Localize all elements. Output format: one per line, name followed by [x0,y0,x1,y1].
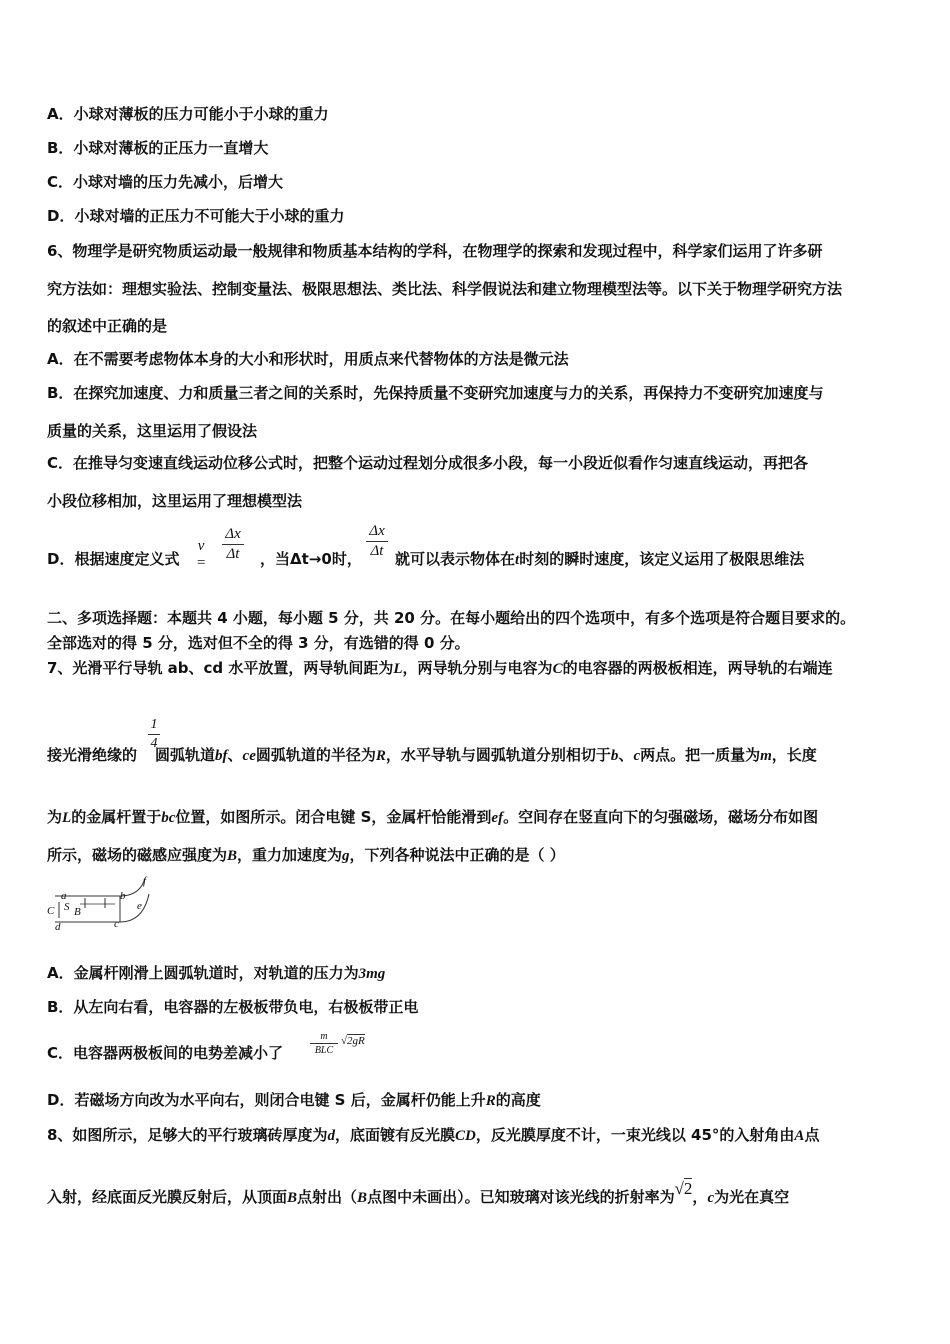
t1: 为 [47,808,63,826]
option-c-fraction [310,1031,338,1056]
q7-option-d [47,1089,541,1110]
A-symbol: A [794,1128,805,1144]
t1: 7、光滑平行导轨 ab、cd 水平放置，两导轨间距为 [47,659,394,677]
t2: 的金属杆置于 [71,808,162,826]
text-when: ，当 [260,550,291,568]
frac-den: 4 [150,736,158,751]
text-limit-method: 时刻的瞬时速度，该定义运用了极限思维法 [519,550,805,568]
val-3mg: 3mg [358,966,386,982]
sqrt-sign: √ [674,1179,684,1198]
m-symbol: m [760,748,772,764]
C-symbol: C [552,661,563,677]
q7-option-a [47,962,385,983]
t3: 的电容器的两极板相连，两导轨的右端连 [562,659,833,677]
t1: 接光滑绝缘的 [47,746,138,764]
frac-num: 1 [150,717,158,732]
d-symbol: d [327,1128,335,1144]
t4: ， [692,1188,708,1206]
label-e: e [137,900,142,912]
t3: 位置，如图所示。闭合电键 S，金属杆恰能滑到 [175,808,492,826]
t2: ，两导轨分别与电容为 [402,659,553,677]
t2: ，底面镀有反光膜 [334,1126,455,1144]
text-instant: 就可以表示物体在 [395,550,516,568]
q5-option-b: B．小球对薄板的正压力一直增大 [47,139,269,157]
fraction-bar-2 [366,541,388,542]
label-d: d [55,921,61,933]
t4: 点 [804,1126,820,1144]
q6-option-c-line1: C．在推导匀变速直线运动位移公式时，把整个运动过程划分成很多小段，每一小段近似看作匀速直线运动，再把各 [47,454,809,472]
t6: 、 [618,746,634,764]
sqrt2 [675,1179,693,1198]
frac-bar [148,734,160,735]
q6-option-a: A．在不需要考虑物体本身的大小和形状时，用质点来代替物体的方法是微元法 [47,350,569,368]
quarter-fraction [148,717,160,752]
root-radicand: 2 [683,1179,693,1198]
t3: 点图中未画出）。已知玻璃对该光线的折射率为 [367,1188,675,1206]
q7-line4 [47,844,565,865]
t1: D．若磁场方向改为水平向右，则闭合电键 S 后，金属杆仍能上升 [47,1091,486,1109]
q7-line1 [47,657,833,678]
q7-line2 [47,744,817,765]
t4: 圆弧轨道的半径为 [255,746,376,764]
fraction-bar [222,544,244,545]
label-C: C [47,905,55,917]
section2-header-line2: 全部选对的得 5 分，选对但不全的得 3 分，有选错的得 0 分。 [47,634,470,652]
sqrt-sign: √ [341,1035,348,1047]
root-radicand: 2gR [347,1035,365,1047]
c-symbol: c [633,748,641,764]
q6-option-b-line2: 质量的关系，这里运用了假设法 [47,422,258,440]
q6-stem-line3: 的叙述中正确的是 [47,317,168,335]
label-B: B [74,906,81,918]
g-symbol: g [342,848,350,864]
B-symbol: B [287,1190,298,1206]
delta-t-2: Δt [370,543,384,559]
q6-stem-line2: 究方法如：理想实验法、控制变量法、极限思想法、类比法、科学假说法和建立物理模型法等。以下关于物理学研究方法 [47,280,843,298]
q5-option-c: C．小球对墙的压力先减小，后增大 [47,173,284,191]
t1: 所示，磁场的磁感应强度为 [47,846,228,864]
R-symbol: R [485,1093,496,1109]
t3: ，下列各种说法中正确的是（ ） [349,846,565,864]
frac-num: m [320,1031,328,1042]
delta-x: Δx [225,526,241,542]
q7-option-c [47,1042,283,1063]
label-a: a [61,890,67,902]
t3: ，反光膜厚度不计，一束光线以 45°的入射角由 [475,1126,795,1144]
B-symbol: B [227,848,238,864]
b-symbol: b [610,748,619,764]
q6-option-d-suffix [395,548,804,569]
option-c-root [341,1035,365,1047]
label-b: b [120,890,126,902]
L-symbol: L [62,810,72,826]
q7-option-b: B．从左向右看，电容器的左极板带负电，右极板带正电 [47,998,419,1016]
v-symbol: v = [196,538,207,571]
L-symbol: L [393,661,403,677]
q6-option-b-line1: B．在探究加速度、力和质量三者之间的关系时，先保持质量不变研究加速度与力的关系，再保持力不变研究加速度与 [47,384,824,402]
section2-header-line1: 二、多项选择题：本题共 4 小题，每小题 5 分，共 20 分。在每小题给出的四个选项中，有多个选项是符合题目要求的。 [47,609,856,627]
R-symbol: R [375,748,386,764]
q7-line3 [47,806,818,827]
q8-line2 [47,1179,790,1207]
t2: ，重力加速度为 [237,846,343,864]
bc-symbol: bc [161,810,176,826]
q5-option-d: D．小球对墙的正压力不可能大于小球的重力 [47,207,345,225]
t2: 的高度 [495,1091,541,1109]
label-f: f [143,875,147,887]
t-symbol: t [515,552,520,568]
limit-expr: Δt→0 [290,550,332,568]
delta-x-2: Δx [369,523,385,539]
t4: 。空间存在竖直向下的匀强磁场，磁场分布如图 [503,808,819,826]
frac-bar [310,1043,338,1044]
label-c: c [114,918,119,930]
ef-symbol: ef [491,810,504,826]
c-symbol: c [707,1190,715,1206]
q6-option-d-mid [260,548,362,569]
t8: ，长度 [771,746,817,764]
frac-den: BLC [314,1045,334,1056]
label-S: S [64,901,70,913]
t1: 入射，经底面反光膜反射后，从顶面 [47,1188,288,1206]
rail-diagram-svg [45,874,165,936]
text-then: 时， [331,550,362,568]
bf-symbol: bf [215,748,228,764]
t7: 两点。把一质量为 [640,746,761,764]
t5: 为光在真空 [714,1188,790,1206]
ratio-fraction [366,523,388,560]
q6-option-d-prefix: D．根据速度定义式 [47,550,180,568]
q6-option-c-line2: 小段位移相加，这里运用了理想模型法 [47,492,303,510]
t3: 、 [227,746,243,764]
t1: 8、如图所示，足够大的平行玻璃砖厚度为 [47,1126,328,1144]
t2: 点射出（ [297,1188,358,1206]
t1: A．金属杆刚滑上圆弧轨道时，对轨道的压力为 [47,964,359,982]
t1: C．电容器两极板间的电势差减小了 [47,1044,284,1062]
B-symbol-2: B [357,1190,368,1206]
t5: ，水平导轨与圆弧轨道分别相切于 [385,746,611,764]
q8-line1 [47,1124,819,1145]
ce-symbol: ce [242,748,256,764]
t2: 圆弧轨道 [155,746,216,764]
delta-t: Δt [226,546,240,562]
rail-diagram [45,874,165,936]
q6-stem-line1: 6、物理学是研究物质运动最一般规律和物质基本结构的学科，在物理学的探索和发现过程中，科学家们运用了许多研 [47,242,823,260]
CD-symbol: CD [454,1128,476,1144]
q5-option-a: A．小球对薄板的压力可能小于小球的重力 [47,105,329,123]
